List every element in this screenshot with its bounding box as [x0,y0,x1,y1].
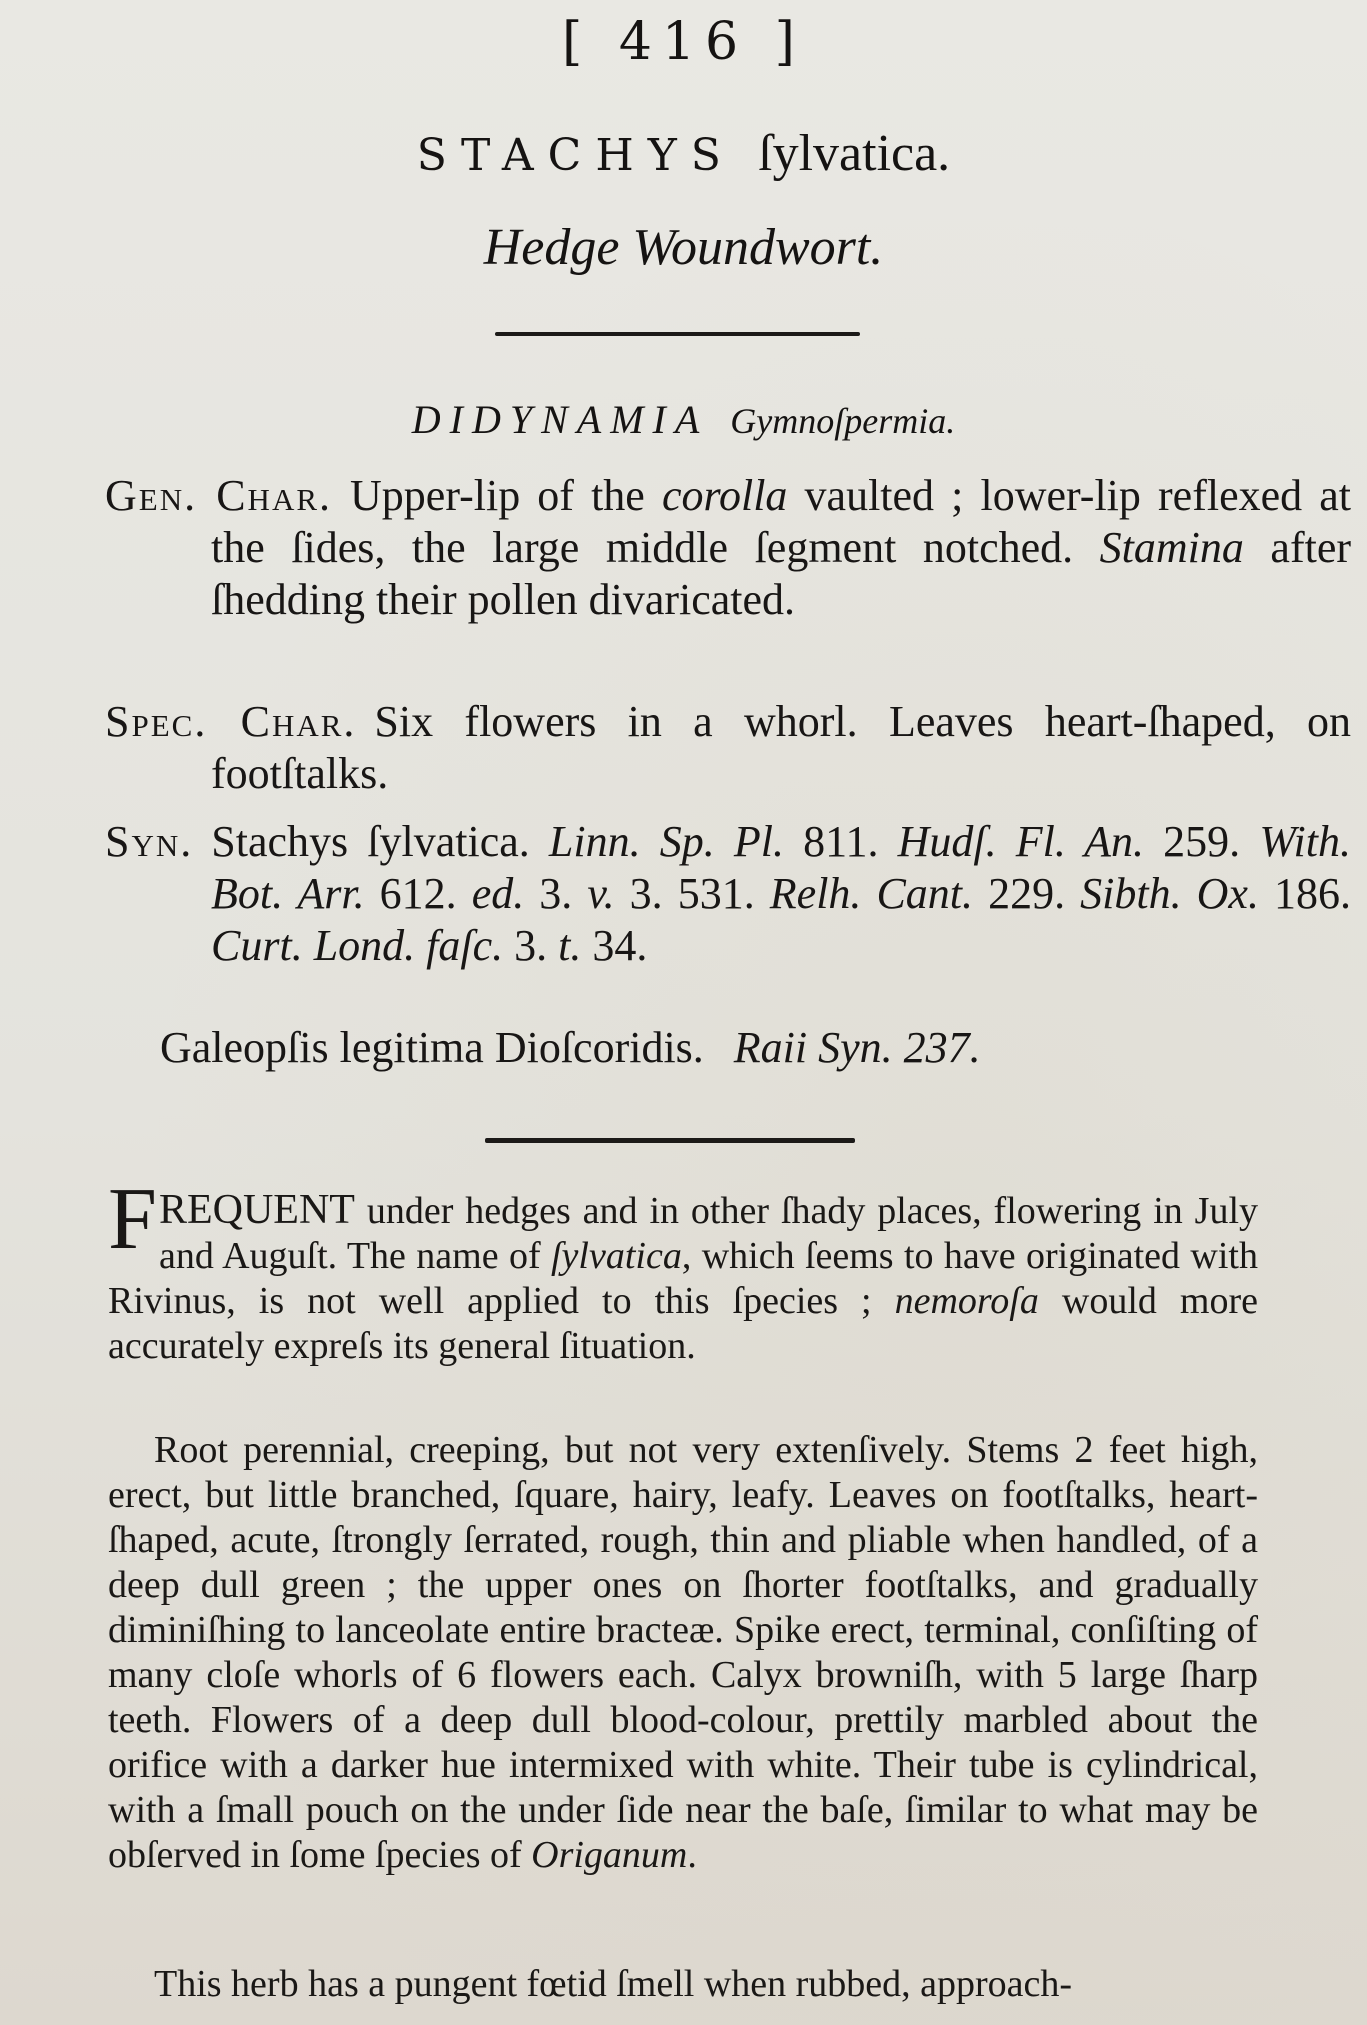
paragraph-text: . [687,1834,697,1876]
syn-reference: v. [587,869,615,918]
description-paragraph [108,1428,1258,1878]
common-name: Hedge Woundwort. [483,219,884,276]
title-species: ſylvatica. [758,125,951,182]
paragraph-text: This herb has a pungent fœtid ſmell when rubbed, approach- [154,1963,1073,2005]
syn-reference: t. [558,921,582,970]
syn-text: 3. 531. [614,869,770,918]
gen-char-italic: Stamina [1099,523,1244,572]
syn-text: 34. [581,921,648,970]
paragraph-italic: ſylvatica [550,1235,682,1277]
description-paragraph [108,1962,1258,2007]
syn-label: Syn. [105,817,194,866]
title-genus: STACHYS [416,130,735,181]
spec-char-text: Six flowers in a whorl. Leaves heart-ſhaped, on footſtalks. [211,697,1351,798]
drop-cap: F [108,1171,157,1268]
gen-char-text: Upper-lip of the [350,471,662,520]
syn-line-text: Galeopſis legitima Dioſcoridis. [160,1023,704,1072]
paragraph-italic: Origanum [531,1834,688,1876]
paragraph-italic: nemoroſa [894,1280,1039,1322]
syn-text: 811. [783,817,898,866]
syn-text: 612. [364,869,472,918]
divider-rule [485,1138,855,1143]
specific-character [105,696,1351,800]
classification-class: DIDYNAMIA [411,397,709,442]
page-number: [ 416 ] [562,12,805,72]
syn-reference: Relh. Cant. [769,869,974,918]
syn-reference: ed. [471,869,525,918]
description-paragraph [108,1171,1258,1369]
syn-text: 259. [1144,817,1260,866]
gen-char-label: Gen. Char. [105,471,333,520]
syn-text: 186. [1258,869,1352,918]
syn-text: 3. [524,869,588,918]
syn-reference: Linn. Sp. Pl. [548,817,784,866]
generic-character [105,470,1351,626]
syn-reference: With. Bot. Arr. [211,817,1351,918]
synonymy-second-line [160,1022,981,1073]
spec-char-label: Spec. Char. [105,697,357,746]
classification [0,396,1367,443]
syn-text: Stachys ſylvatica. [211,817,549,866]
syn-reference: Hudſ. Fl. An. [897,817,1145,866]
divider-rule [495,332,860,336]
gen-char-text: vaulted ; lower-lip reflexed at the ſides, the large middle ſegment notched. [211,471,1351,572]
paragraph-text: would more accurately expreſs its general ſituation. [108,1280,1258,1367]
paragraph-text: Root perennial, creeping, but not very extenſively. Stems 2 feet high, erect, but little branched, ſquare, hairy, leafy. Leaves on footſtalks, heart-ſhaped, acute, ſtrongly ſerrated, rough, thin and pliable when handled, of a deep dull green ; the upper ones on ſhorter footſtalks, and gradually diminiſhing to lanceolate entire bracteæ. Spike erect, terminal, conſiſting of many cloſe whorls of 6 flowers each. Calyx browniſh, with 5 large ſharp teeth. Flowers of a deep dull blood-colour, prettily marbled about the orifice with a darker hue intermixed with white. Their tube is cylindrical, with a ſmall pouch on the under ſide near the baſe, ſimilar to what may be obſerved in ſome ſpecies of [108,1429,1258,1876]
paragraph-text: under hedges and in other ſhady places, flowering in July and Auguſt. The name of [158,1190,1258,1277]
synonymy [105,816,1351,972]
gen-char-text: after ſhedding their pollen divaricated. [211,523,1352,624]
classification-order: Gymnoſpermia. [730,401,956,441]
syn-reference: Curt. Lond. faſc. [211,921,504,970]
page-title [0,124,1367,183]
paragraph-text: , which ſeems to have originated with Rivinus, is not well applied to this ſpecies ; [108,1235,1258,1322]
syn-text: 229. [973,869,1081,918]
syn-text: 3. [503,921,559,970]
lead-word: REQUENT [158,1187,355,1233]
gen-char-italic: corolla [661,471,788,520]
syn-reference: Sibth. Ox. [1080,869,1259,918]
syn-line-reference: Raii Syn. 237. [733,1023,981,1072]
